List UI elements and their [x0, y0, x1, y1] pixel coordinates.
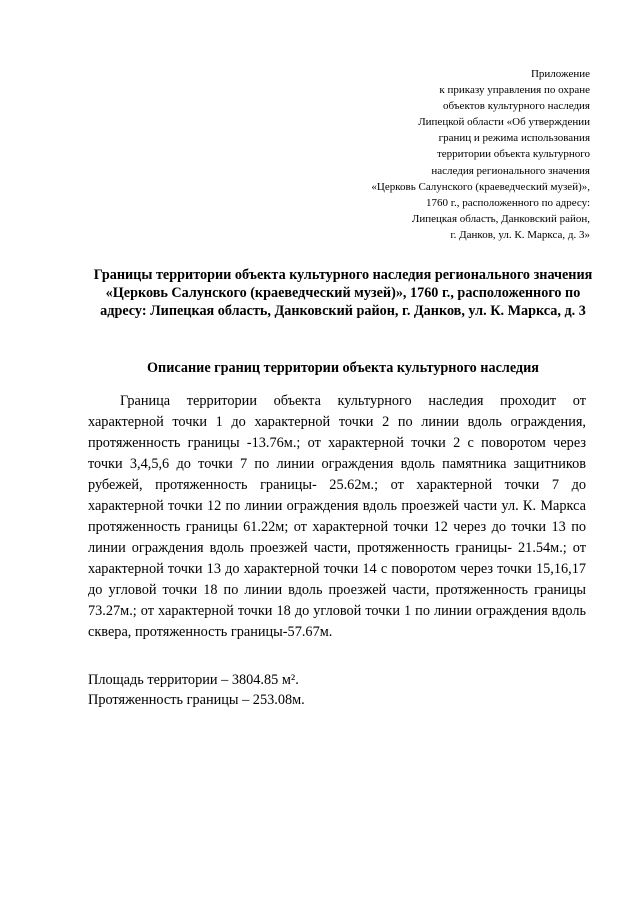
- appendix-line: наследия регионального значения: [431, 164, 590, 177]
- document-title: Границы территории объекта культурного наследия регионального значения «Церковь Салунского (краеведческий музей)», 1760 г., расположенного по адресу: Липецкая область, Данковский район, г. Данков, ул. К. Маркса, д. 3: [93, 267, 593, 319]
- appendix-block: [371, 66, 590, 243]
- appendix-line: Липецкой области «Об утверждении: [418, 116, 590, 129]
- appendix-line: территории объекта культурного: [436, 148, 590, 161]
- appendix-line: Липецкая область, Данковский район,: [411, 212, 590, 225]
- appendix-line: границ и режима использования: [438, 132, 590, 145]
- appendix-line: к приказу управления по охране: [439, 84, 590, 97]
- appendix-line: 1760 г., расположенного по адресу:: [425, 196, 590, 209]
- boundary-length-value: Протяженность границы – 253.08м.: [88, 692, 305, 708]
- section-heading: Описание границ территории объекта культурного наследия: [147, 360, 539, 376]
- appendix-line: объектов культурного наследия: [443, 100, 590, 113]
- summary-block: [88, 670, 305, 710]
- appendix-line: г. Данков, ул. К. Маркса, д. 3»: [450, 228, 590, 241]
- appendix-line: Приложение: [530, 68, 590, 80]
- appendix-line: «Церковь Салунского (краеведческий музей)»,: [371, 180, 590, 193]
- area-value: Площадь территории – 3804.85 м².: [88, 672, 299, 688]
- boundary-description: Граница территории объекта культурного наследия проходит от характерной точки 1 до характерной точки 2 по линии вдоль ограждения, протяженность границы -13.76м.; от характерной точки 2 с поворотом через точки 3,4,5,6 до точки 7 по линии ограждения вдоль памятника защитников рубежей, протяженность границы- 25.62м.; от характерной точки 7 до характерной точки 12 по линии ограждения вдоль проезжей части ул. К. Маркса протяженность границы 61.22м; от характерной точки 12 через до точки 13 по линии ограждения вдоль проезжей части, протяженность границы- 21.54м.; от характерной точки 13 до характерной точки 14 с поворотом через точки 15,16,17 до угловой точки 18 по линии вдоль проезжей части, протяженность границы 73.27м.; от характерной точки 18 до угловой точки 1 по линии ограждения вдоль сквера, протяженность границы-57.67м.: [88, 393, 586, 640]
